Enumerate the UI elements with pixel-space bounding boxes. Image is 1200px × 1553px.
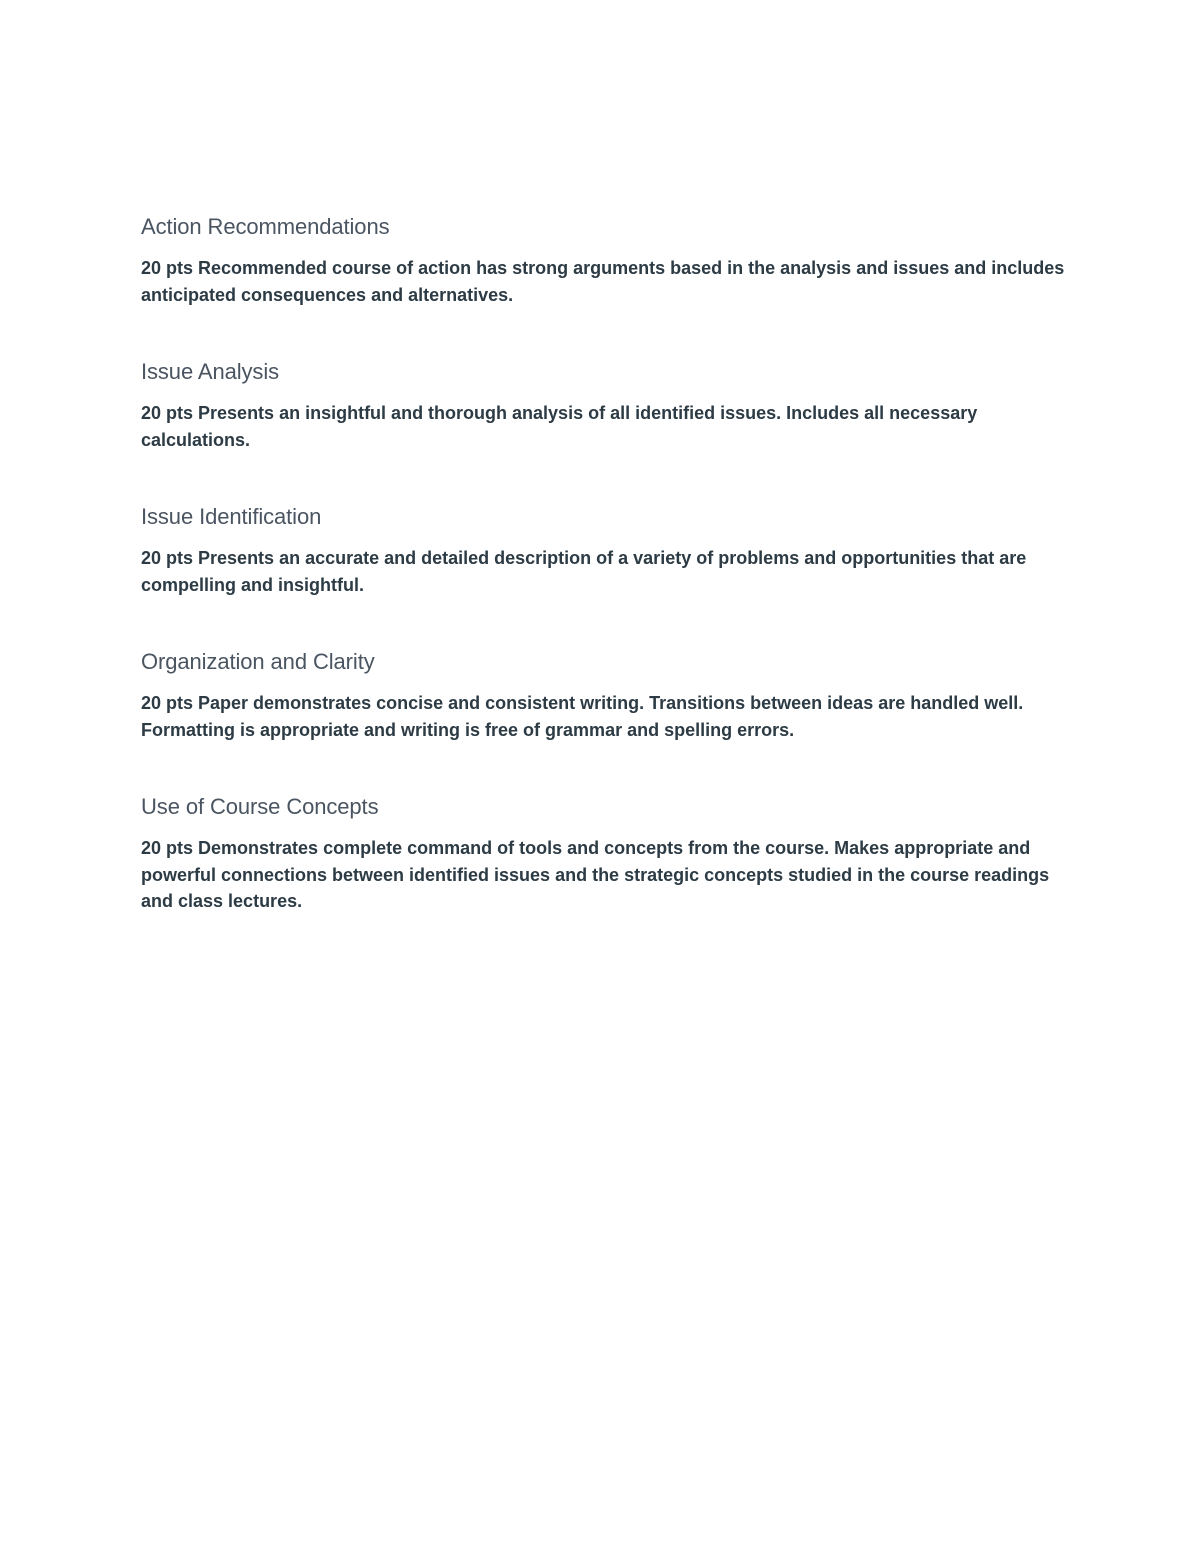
criterion-description: 20 pts Demonstrates complete command of tools and concepts from the course. Makes appropriate and powerful connections between identified issues and the strategic concepts studied in the course readings and class lectures. [141,838,1050,911]
criterion-use-of-course-concepts [141,792,1071,915]
criterion-description: 20 pts Recommended course of action has strong arguments based in the analysis and issues and includes anticipated consequences and alternatives. [141,258,1065,305]
criterion-description: 20 pts Presents an insightful and thorough analysis of all identified issues. Includes all necessary calculations. [141,403,978,450]
criterion-title: Issue Identification [141,504,322,529]
criterion-title: Action Recommendations [141,214,390,239]
criterion-issue-identification [141,502,1071,598]
criterion-action-recommendations [141,212,1071,308]
criterion-organization-and-clarity [141,647,1071,743]
criterion-title: Issue Analysis [141,359,280,384]
criterion-description: 20 pts Presents an accurate and detailed description of a variety of problems and opportunities that are compelling and insightful. [141,548,1027,595]
rubric-document [141,212,1071,915]
criterion-description: 20 pts Paper demonstrates concise and consistent writing. Transitions between ideas are handled well. Formatting is appropriate and writing is free of grammar and spelling errors. [141,693,1024,740]
criterion-issue-analysis [141,357,1071,453]
criterion-title: Use of Course Concepts [141,794,379,819]
criterion-title: Organization and Clarity [141,649,375,674]
